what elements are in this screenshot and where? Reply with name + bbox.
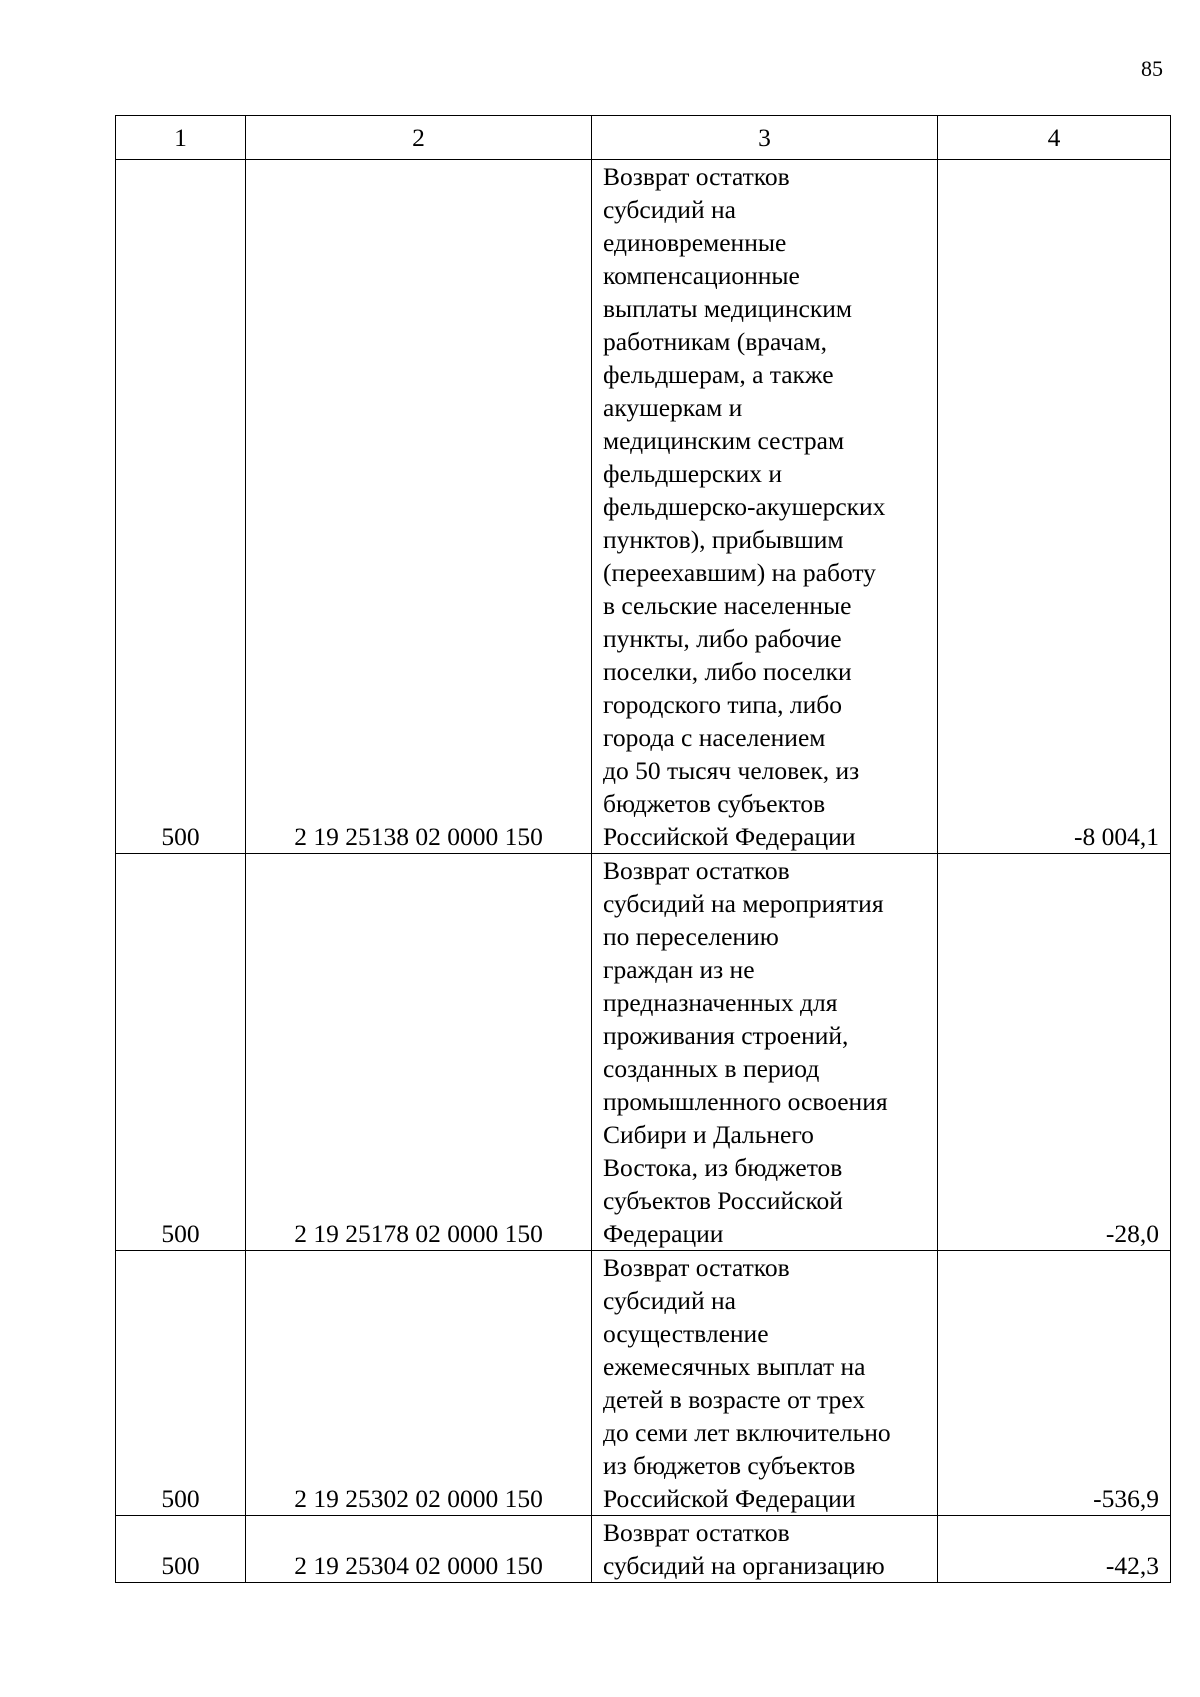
description-cell (592, 854, 938, 1251)
description-line: детей в возрасте от трех (603, 1385, 865, 1414)
row-code-cell: 500 (116, 1251, 246, 1516)
description-line: Возврат остатков (603, 162, 790, 191)
page-number: 85 (1141, 56, 1163, 81)
description-line: субъектов Российской (603, 1186, 843, 1215)
description-line: в сельские населенные (603, 591, 852, 620)
description-line: субсидий на (603, 195, 736, 224)
amount-cell: -28,0 (938, 854, 1171, 1251)
description-line: граждан из не (603, 955, 755, 984)
description-line: (переехавшим) на работу (603, 558, 876, 587)
amount-cell: -536,9 (938, 1251, 1171, 1516)
description-line: медицинским сестрам (603, 426, 845, 455)
budget-classification-code: 2 19 25178 02 0000 150 (246, 854, 592, 1251)
description-line: Федерации (603, 1219, 724, 1248)
description-line: по переселению (603, 922, 779, 951)
description-line: городского типа, либо (603, 690, 843, 719)
budget-classification-code: 2 19 25304 02 0000 150 (246, 1516, 592, 1583)
description-line: из бюджетов субъектов (603, 1451, 856, 1480)
table-body (116, 160, 1171, 1583)
description-cell (592, 1251, 938, 1516)
table-row (116, 160, 1171, 854)
description-line: созданных в период (603, 1054, 820, 1083)
description-line: компенсационные (603, 261, 800, 290)
header-cell-3: 3 (592, 116, 938, 160)
description-line: Сибири и Дальнего (603, 1120, 814, 1149)
description-line: субсидий на мероприятия (603, 889, 884, 918)
description-line: фельдшерам, а также (603, 360, 834, 389)
description-line: субсидий на (603, 1286, 736, 1315)
description-line: города с населением (603, 723, 826, 752)
row-code-cell: 500 (116, 854, 246, 1251)
description-line: пункты, либо рабочие (603, 624, 842, 653)
budget-classification-code: 2 19 25138 02 0000 150 (246, 160, 592, 854)
description-line: поселки, либо поселки (603, 657, 852, 686)
description-line: Возврат остатков (603, 1518, 790, 1547)
amount-cell: -42,3 (938, 1516, 1171, 1583)
table-row (116, 1516, 1171, 1583)
header-row (116, 116, 1171, 160)
description-line: Востока, из бюджетов (603, 1153, 843, 1182)
description-line: субсидий на организацию (603, 1551, 885, 1580)
description-line: ежемесячных выплат на (603, 1352, 866, 1381)
description-line: предназначенных для (603, 988, 838, 1017)
budget-classification-code: 2 19 25302 02 0000 150 (246, 1251, 592, 1516)
budget-table (115, 115, 1171, 1583)
table-row (116, 1251, 1171, 1516)
amount-cell: -8 004,1 (938, 160, 1171, 854)
description-line: бюджетов субъектов (603, 789, 826, 818)
description-cell (592, 1516, 938, 1583)
description-line: осуществление (603, 1319, 769, 1348)
description-line: акушеркам и (603, 393, 743, 422)
header-cell-2: 2 (246, 116, 592, 160)
description-line: до семи лет включительно (603, 1418, 891, 1447)
table-row (116, 854, 1171, 1251)
description-line: пунктов), прибывшим (603, 525, 844, 554)
description-line: до 50 тысяч человек, из (603, 756, 860, 785)
header-cell-4: 4 (938, 116, 1171, 160)
description-line: проживания строений, (603, 1021, 849, 1050)
description-line: промышленного освоения (603, 1087, 888, 1116)
description-line: фельдшерско-акушерских (603, 492, 886, 521)
description-line: Российской Федерации (603, 822, 856, 851)
row-code-cell: 500 (116, 160, 246, 854)
description-line: фельдшерских и (603, 459, 782, 488)
description-cell (592, 160, 938, 854)
header-cell-1: 1 (116, 116, 246, 160)
description-line: работникам (врачам, (603, 327, 827, 356)
description-line: Возврат остатков (603, 856, 790, 885)
description-line: Возврат остатков (603, 1253, 790, 1282)
row-code-cell: 500 (116, 1516, 246, 1583)
description-line: единовременные (603, 228, 787, 257)
description-line: Российской Федерации (603, 1484, 856, 1513)
description-line: выплаты медицинским (603, 294, 853, 323)
